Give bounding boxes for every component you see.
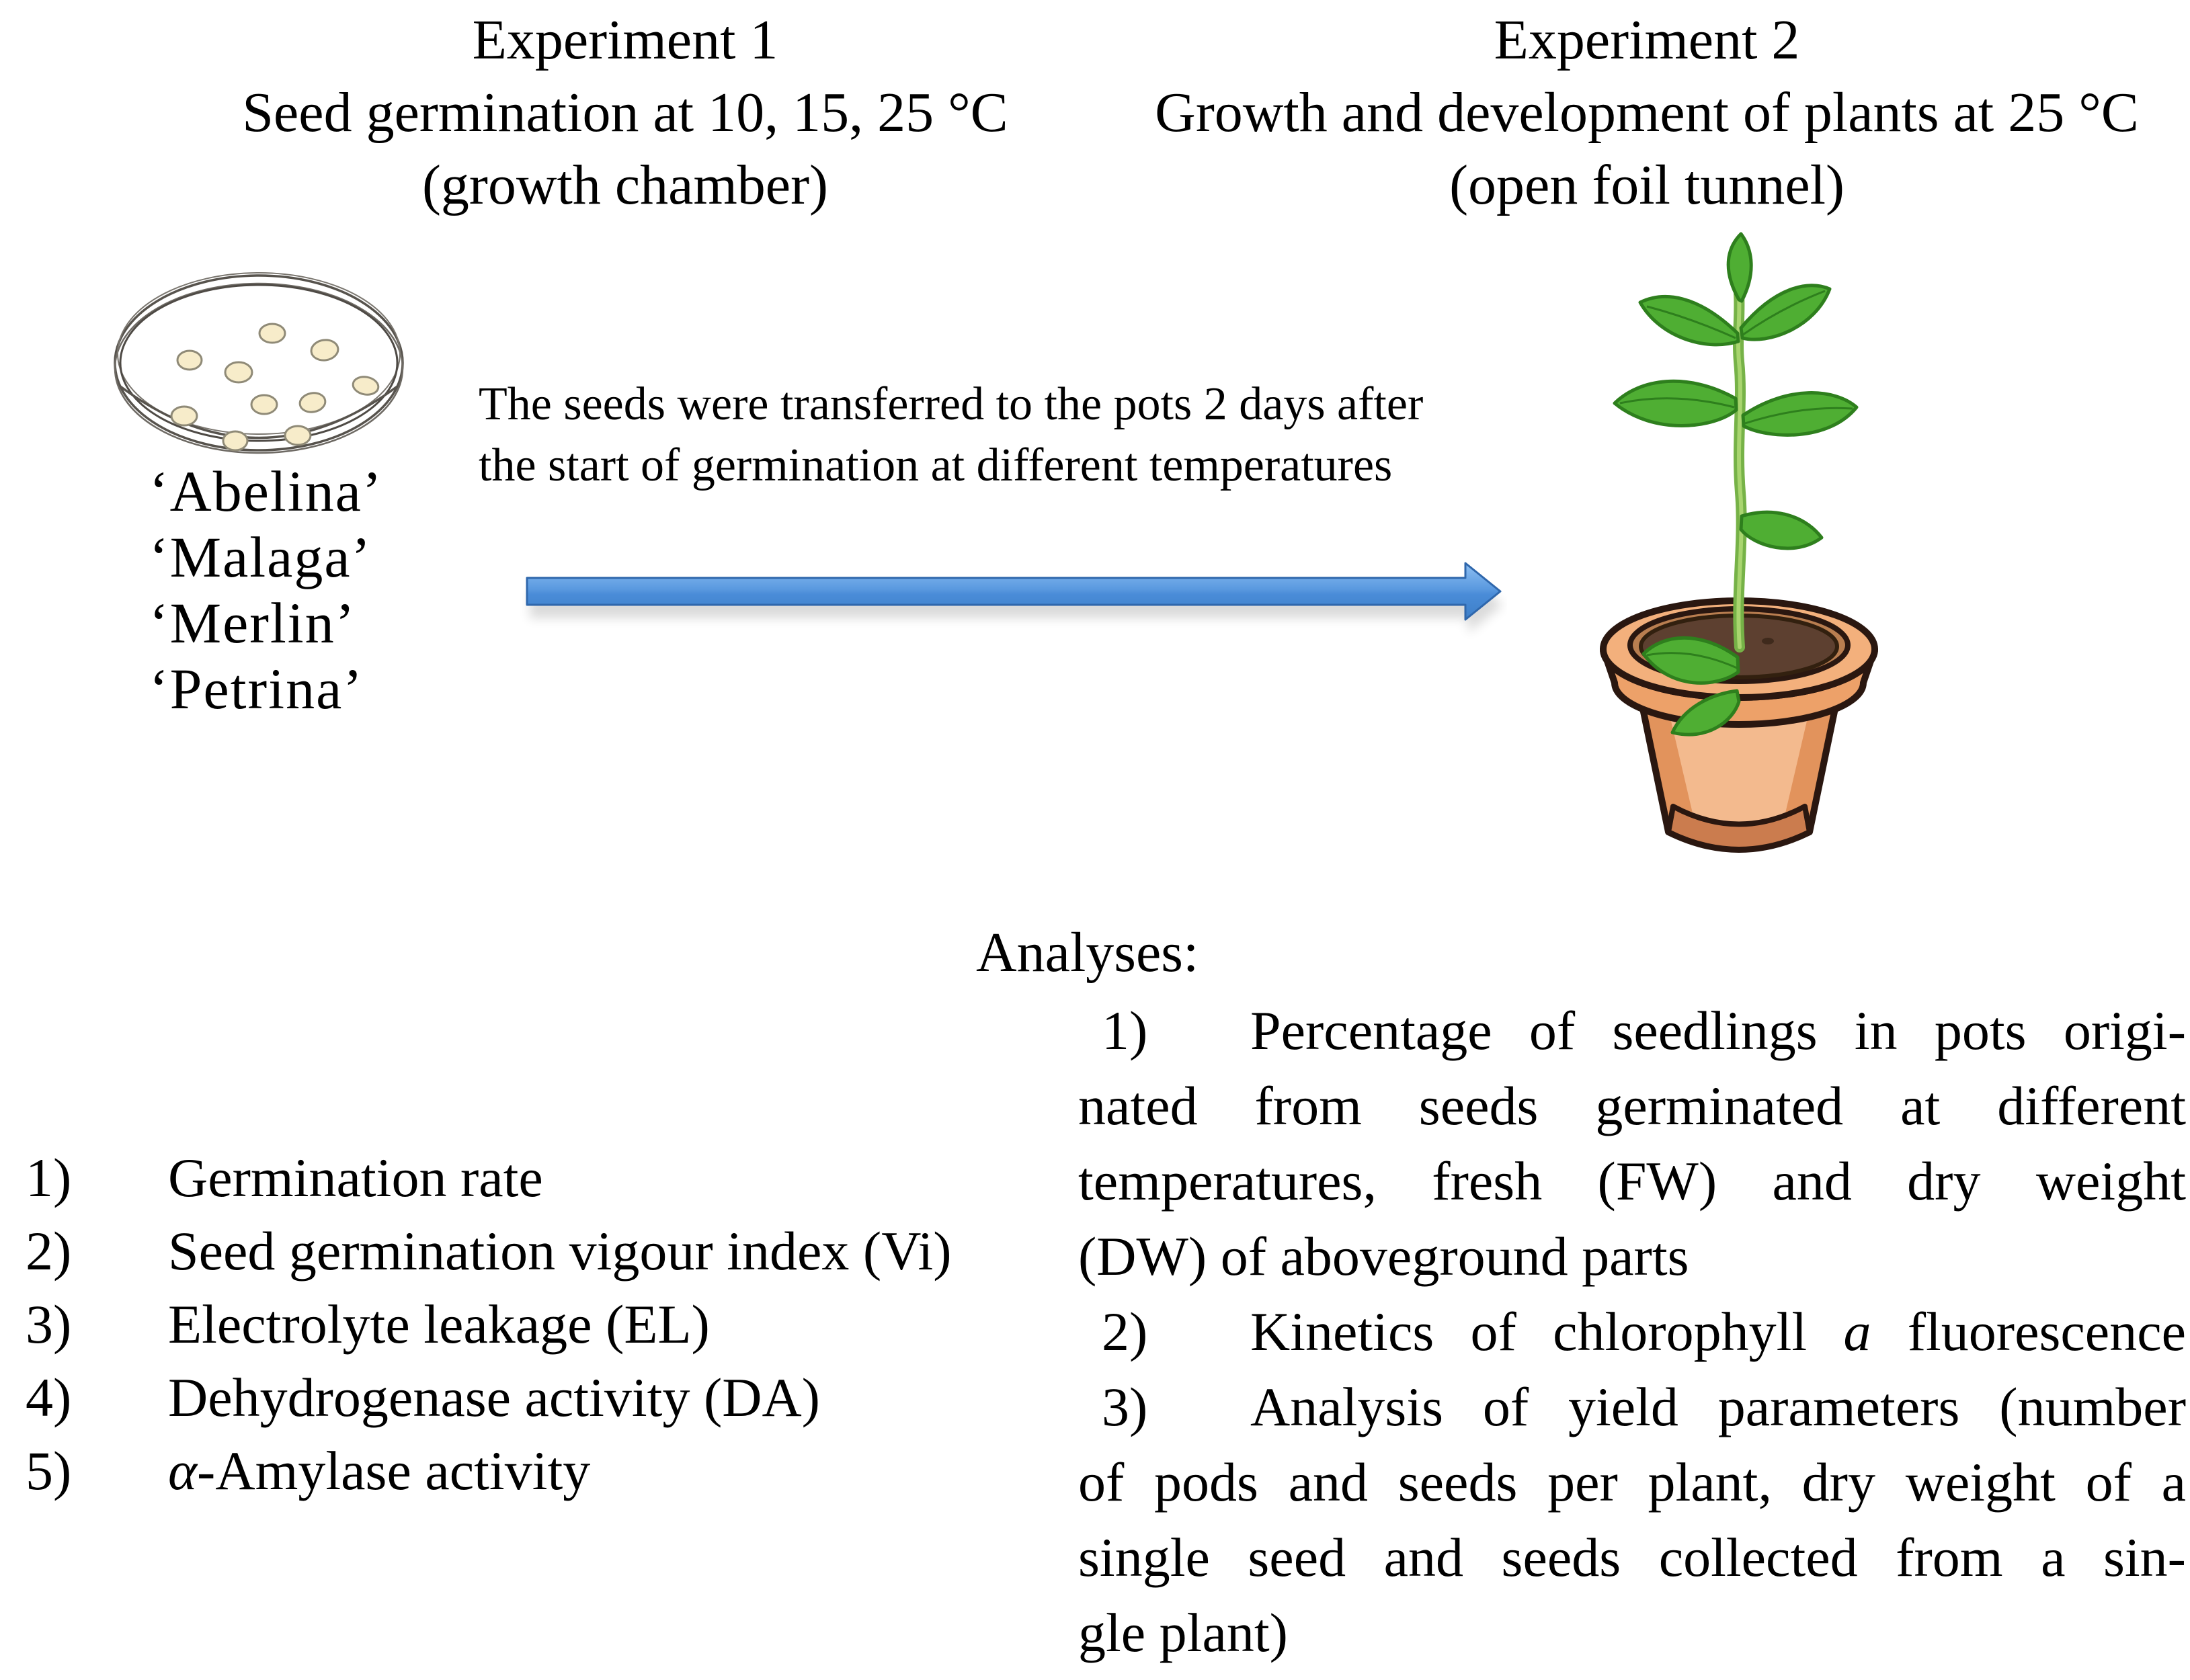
list-item	[26, 1141, 1074, 1214]
item-number: 2)	[1102, 1301, 1148, 1362]
transfer-arrow-icon	[519, 551, 1507, 645]
item-number: 1)	[1102, 1000, 1148, 1061]
chlorophyll-a-symbol: a	[1843, 1301, 1871, 1362]
item-text: Percentage of seedlings in pots origi-	[1250, 1000, 2186, 1061]
list-line	[1078, 1520, 2186, 1595]
experiment1-analyses-list	[26, 1141, 1074, 1507]
item-text: single seed and seeds collected from a sin-	[1078, 1527, 2186, 1588]
list-item	[26, 1434, 1074, 1507]
experiment1-title-line3: (growth chamber)	[421, 154, 829, 216]
item-text: fluorescence	[1871, 1301, 2186, 1362]
cultivar-petrina: ‘Petrina’	[149, 657, 364, 721]
experiment2-analyses-list	[1078, 993, 2186, 1671]
potted-plant-icon	[1539, 227, 2023, 866]
item-number: 3)	[26, 1294, 72, 1355]
list-line	[1078, 1595, 2186, 1671]
transfer-note-line2: the start of germination at different temperatures	[479, 439, 1393, 491]
list-line	[1078, 1068, 2186, 1144]
list-line	[1078, 993, 2186, 1068]
item-number: 2)	[26, 1220, 72, 1282]
list-line	[1078, 1294, 2186, 1370]
experiment1-title-line2: Seed germination at 10, 15, 25 °C	[242, 81, 1008, 144]
item-text: temperatures, fresh (FW) and dry weight	[1078, 1150, 2186, 1212]
alpha-symbol: α	[168, 1440, 198, 1501]
list-item	[26, 1214, 1074, 1288]
experiment1-title	[101, 4, 1149, 222]
experiment2-title	[1109, 4, 2185, 222]
item-text: α-Amylase activity	[168, 1440, 591, 1501]
item-number: 1)	[26, 1147, 72, 1208]
transfer-note	[479, 374, 1423, 496]
item-text: gle plant)	[1078, 1602, 1288, 1663]
item-number: 3)	[1102, 1376, 1148, 1437]
item-text: nated from seeds germinated at different	[1078, 1075, 2186, 1136]
experiment2-title-line2: Growth and development of plants at 25 °C	[1155, 81, 2139, 144]
list-line	[1078, 1370, 2186, 1445]
cultivar-abelina: ‘Abelina’	[149, 459, 383, 523]
petri-dish-icon	[111, 262, 407, 477]
cultivar-malaga: ‘Malaga’	[149, 525, 372, 589]
analyses-heading: Analyses:	[976, 921, 1199, 984]
cultivar-list	[149, 458, 383, 722]
item-text: of pods and seeds per plant, dry weight of a	[1078, 1452, 2186, 1513]
item-text: Germination rate	[168, 1147, 543, 1208]
item-text: Kinetics of chlorophyll	[1250, 1301, 1844, 1362]
cultivar-merlin: ‘Merlin’	[149, 591, 356, 655]
list-line	[1078, 1144, 2186, 1219]
transfer-note-line1: The seeds were transferred to the pots 2 days after	[479, 378, 1424, 430]
experiment2-title-line1: Experiment 2	[1494, 9, 1800, 71]
list-item	[26, 1361, 1074, 1434]
item-number: 5)	[26, 1440, 72, 1501]
experiment1-title-line1: Experiment 1	[472, 9, 778, 71]
item-text: Dehydrogenase activity (DA)	[168, 1367, 820, 1428]
item-text: Electrolyte leakage (EL)	[168, 1294, 710, 1355]
list-line	[1078, 1445, 2186, 1520]
item-text: (DW) of aboveground parts	[1078, 1226, 1689, 1287]
list-item	[26, 1288, 1074, 1361]
experiment2-title-line3: (open foil tunnel)	[1449, 154, 1844, 216]
list-line	[1078, 1219, 2186, 1294]
item-text: Analysis of yield parameters (number	[1250, 1376, 2186, 1437]
item-text: Seed germination vigour index (Vi)	[168, 1220, 952, 1282]
item-number: 4)	[26, 1367, 72, 1428]
